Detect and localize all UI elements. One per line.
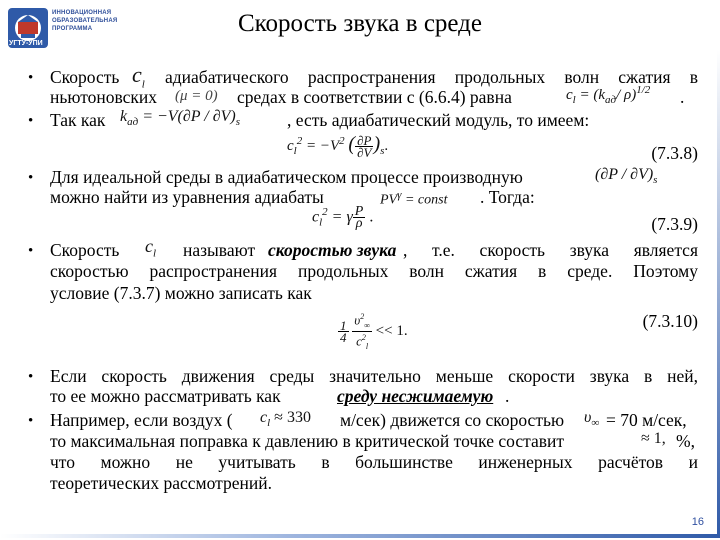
formula-condition: $\frac{1}{4}$ $\frac{\upsilon^2_\infty}{c^2_l}$ << 1.: [340, 312, 408, 351]
text-line: .: [680, 87, 685, 107]
formula-mu: (μ = 0): [175, 88, 218, 104]
formula-adiabat: $PV^\gamma$ = const: [380, 189, 448, 208]
text-line: Для идеальной среды в адиабатическом процессе производную: [50, 167, 523, 187]
page-title: Скорость звука в среде: [237, 10, 483, 37]
text-line: скоростью распространения продольных волн сжатия в среде. Поэтому: [50, 261, 698, 281]
text-line: = 70 м/сек,: [606, 410, 687, 430]
text-line: Скорость: [50, 240, 120, 260]
text-line: можно найти из уравнения адиабаты: [50, 187, 324, 207]
logo-line: ОБРАЗОВАТЕЛЬНАЯ: [52, 18, 118, 24]
text-line: называют: [183, 240, 256, 260]
bullet-marker: •: [28, 113, 34, 129]
text-line: м/сек) движется со скоростью: [340, 410, 565, 430]
text-line: средах в соответствии с (6.6.4) равна: [237, 87, 512, 107]
text-line: условие (7.3.7) можно записать как: [50, 283, 312, 303]
text-line: что можно не учитывать в большинстве инженерных расчётов и: [50, 452, 698, 472]
formula-cl: $c_l$: [145, 236, 157, 260]
text-line: , т.е. скорость звука является: [403, 240, 698, 260]
text-line: то максимальная поправка к давлению в критической точке составит: [50, 431, 565, 451]
bullet-marker: •: [28, 413, 34, 429]
formula-air-speed: $c_l \approx 330$: [260, 409, 311, 430]
equation-number: (7.3.8): [651, 143, 698, 163]
formula-v-inf: $\upsilon_\infty$: [584, 409, 600, 430]
logo-abbr: УГТУ-УПИ: [9, 40, 43, 47]
page-number: 16: [691, 516, 704, 528]
formula-cl: $c_l$: [132, 62, 145, 91]
text-line: Так как: [50, 110, 106, 130]
text-line: адиабатического распространения продольных волн сжатия в: [165, 67, 698, 87]
formula-k-ad: $k_{ад} = -V(\partial P / \partial V)_s$: [120, 108, 241, 129]
emphasis-text: скоростью звука: [268, 240, 397, 260]
text-line: то ее можно рассматривать как: [50, 386, 281, 406]
equation-number: (7.3.10): [642, 311, 698, 331]
bullet-marker: •: [28, 170, 34, 186]
formula-approx: ≈ 1,: [641, 430, 666, 447]
bullet-marker: •: [28, 243, 34, 259]
formula-derivative: $(\partial P / \partial V)_s$: [595, 166, 658, 187]
emphasis-text: среду несжимаемую: [337, 386, 494, 406]
text-line: Скорость: [50, 67, 120, 87]
formula-c2-v2: $c_l^2 = -V^2$ ( $\frac{\partial P}{\partial V}$ )$_s$.: [287, 133, 389, 161]
text-line: ньютоновских: [50, 87, 158, 107]
text-line: Если скорость движения среды значительно меньше скорости звука в ней,: [50, 366, 698, 386]
text-line: . Тогда:: [480, 187, 535, 207]
bullet-marker: •: [28, 70, 34, 86]
equation-number: (7.3.9): [651, 214, 698, 234]
text-line: теоретических рассмотрений.: [50, 473, 272, 493]
slide-border-bottom: [0, 534, 720, 538]
text-line: , есть адиабатический модуль, то имеем:: [287, 110, 590, 130]
text-line: Например, если воздух (: [50, 410, 233, 430]
logo-line: ИННОВАЦИОННАЯ: [52, 10, 112, 16]
logo-line: ПРОГРАММА: [52, 26, 93, 32]
formula-c2-gamma: $c_l^2 = \gamma$ $\frac{P}{\rho}$ .: [312, 204, 374, 232]
text-line: .: [505, 386, 510, 406]
text-line: %,: [676, 431, 695, 451]
formula-cl-eq: $c_l = (k_{ад}/$ ρ)$^{1/2}$: [566, 84, 651, 106]
bullet-marker: •: [28, 369, 34, 385]
